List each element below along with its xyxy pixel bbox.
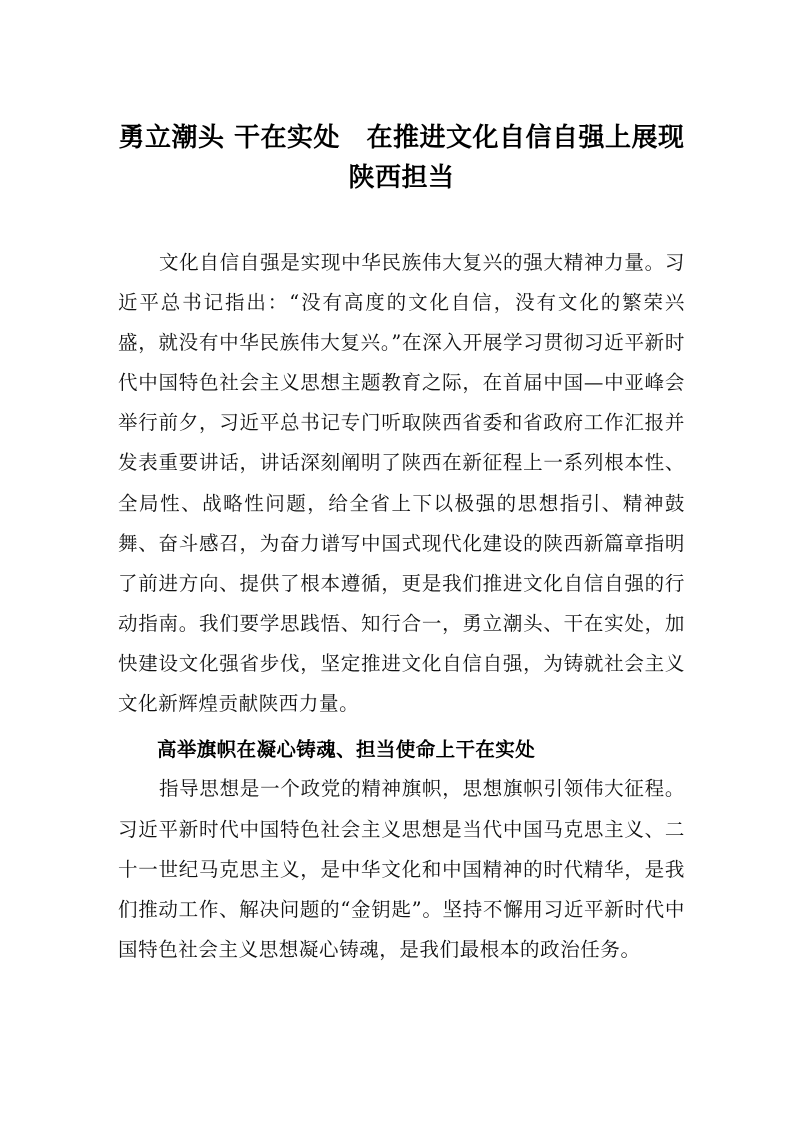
page-title: 勇立潮头 干在实处 在推进文化自信自强上展现陕西担当 — [118, 123, 685, 194]
section-heading-1: 高举旗帜在凝心铸魂、担当使命上干在实处 — [157, 738, 536, 762]
paragraph-2: 指导思想是一个政党的精神旗帜，思想旗帜引领伟大征程。习近平新时代中国特色社会主义思想是当代中国马克思主义、二十一世纪马克思主义，是中华文化和中国精神的时代精华，是我们推动工作、解决问题的“金钥匙”。坚持不懈用习近平新时代中国特色社会主义思想凝心铸魂，是我们最根本的政治任务。 — [118, 777, 685, 962]
paragraph-1: 文化自信自强是实现中华民族伟大复兴的强大精神力量。习近平总书记指出：“没有高度的文化自信，没有文化的繁荣兴盛，就没有中华民族伟大复兴。”在深入开展学习贯彻习近平新时代中国特色社会主义思想主题教育之际，在首届中国—中亚峰会举行前夕，习近平总书记专门听取陕西省委和省政府工作汇报并发表重要讲话，讲话深刻阐明了陕西在新征程上一系列根本性、全局性、战略性问题，给全省上下以极强的思想指引、精神鼓舞、奋斗感召，为奋力谱写中国式现代化建设的陕西新篇章指明了前进方向、提供了根本遵循，更是我们推进文化自信自强的行动指南。我们要学思践悟、知行合一，勇立潮头、干在实处，加快建设文化强省步伐，坚定推进文化自信自强，为铸就社会主义文化新辉煌贡献陕西力量。 — [118, 250, 685, 716]
